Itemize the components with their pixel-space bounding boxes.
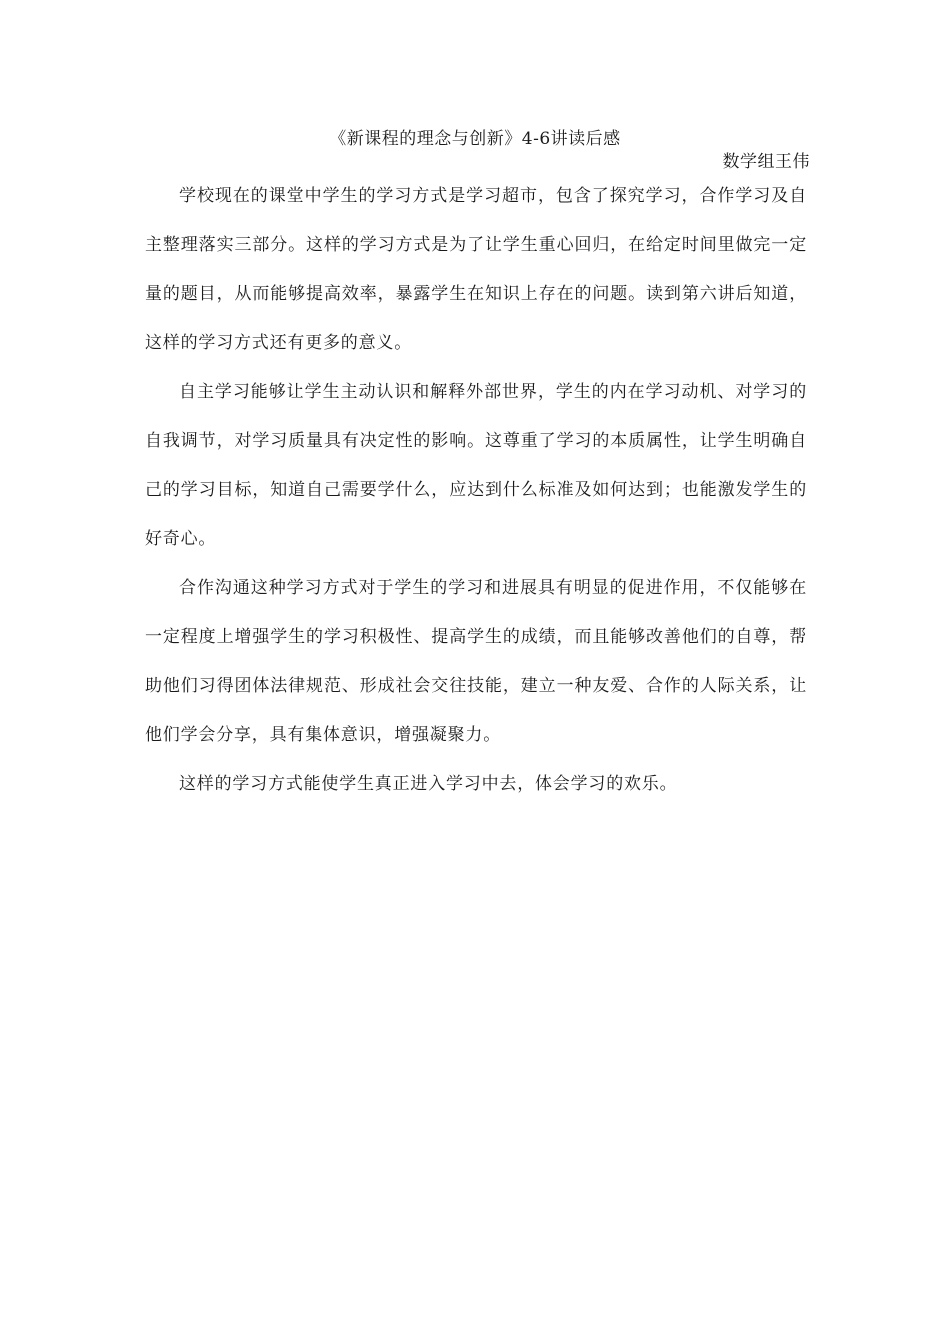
document-title: 《新课程的理念与创新》4-6讲读后感: [329, 129, 621, 149]
document-body: [145, 172, 807, 809]
paragraph: 这样的学习方式能使学生真正进入学习中去，体会学习的欢乐。: [179, 774, 678, 794]
paragraph: 自主学习能够让学生主动认识和解释外部世界，学生的内在学习动机、对学习的自我调节，对学习质量具有决定性的影响。这尊重了学习的本质属性，让学生明确自己的学习目标，知道自己需要学什么，应达到什么标准及如何达到；也能激发学生的好奇心。: [145, 382, 807, 549]
paragraph: 学校现在的课堂中学生的学习方式是学习超市，包含了探究学习，合作学习及自主整理落实三部分。这样的学习方式是为了让学生重心回归，在给定时间里做完一定量的题目，从而能够提高效率，暴露学生在知识上存在的问题。读到第六讲后知道，这样的学习方式还有更多的意义。: [145, 186, 807, 353]
paragraph: 合作沟通这种学习方式对于学生的学习和进展具有明显的促进作用，不仅能够在一定程度上增强学生的学习积极性、提高学生的成绩，而且能够改善他们的自尊，帮助他们习得团体法律规范、形成社会交往技能，建立一种友爱、合作的人际关系，让他们学会分享，具有集体意识，增强凝聚力。: [145, 578, 807, 745]
document-author: 数学组王伟: [722, 152, 810, 172]
